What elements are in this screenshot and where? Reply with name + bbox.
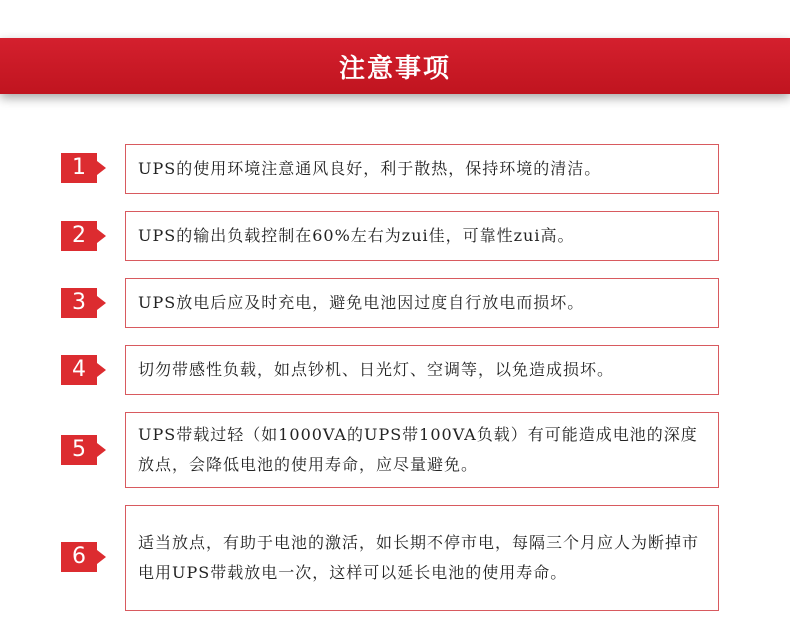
note-item — [125, 211, 719, 261]
header-banner — [0, 38, 790, 94]
item-number-badge: 6 — [61, 542, 97, 572]
arrow-right-icon — [97, 229, 106, 243]
item-number-badge: 3 — [61, 288, 97, 318]
note-text: UPS放电后应及时充电，避免电池因过度自行放电而损坏。 — [138, 293, 585, 312]
note-item — [125, 505, 719, 611]
page-title: 注意事项 — [338, 53, 451, 84]
note-item — [125, 345, 719, 395]
note-item — [125, 144, 719, 194]
item-number-badge: 2 — [61, 221, 97, 251]
arrow-right-icon — [97, 443, 106, 457]
item-number-badge: 5 — [61, 435, 97, 465]
arrow-right-icon — [97, 296, 106, 310]
arrow-right-icon — [97, 161, 106, 175]
item-number-badge: 4 — [61, 355, 97, 385]
arrow-right-icon — [97, 363, 106, 377]
note-text: UPS的输出负载控制在60%左右为zui佳，可靠性zui高。 — [138, 226, 575, 245]
arrow-right-icon — [97, 550, 106, 564]
note-text: 适当放点，有助于电池的激活，如长期不停市电，每隔三个月应人为断掉市电用UPS带载放电一次，这样可以延长电池的使用寿命。 — [138, 533, 700, 582]
item-number-badge: 1 — [61, 153, 97, 183]
note-text: 切勿带感性负载，如点钞机、日光灯、空调等，以免造成损坏。 — [138, 360, 615, 379]
note-text: UPS的使用环境注意通风良好，利于散热，保持环境的清洁。 — [138, 159, 602, 178]
note-text: UPS带载过轻（如1000VA的UPS带100VA负载）有可能造成电池的深度放点，会降低电池的使用寿命，应尽量避免。 — [138, 425, 698, 474]
note-item — [125, 278, 719, 328]
note-item — [125, 412, 719, 488]
